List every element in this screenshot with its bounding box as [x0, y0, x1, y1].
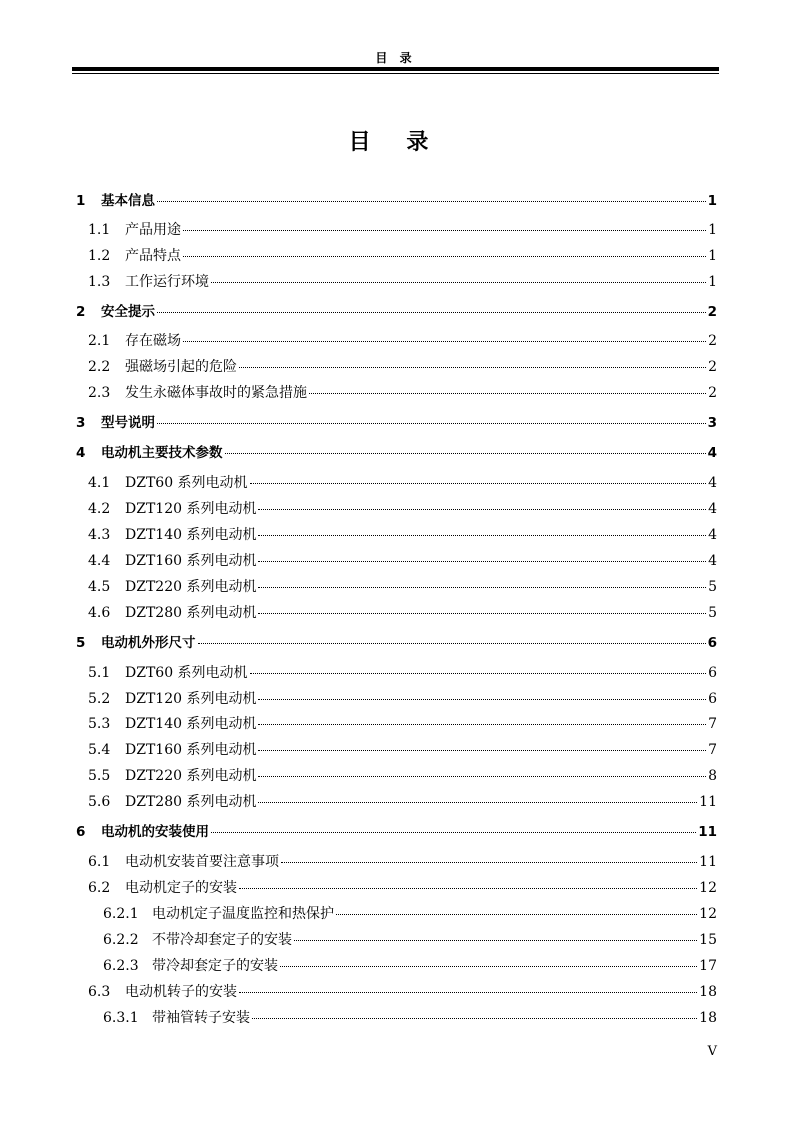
toc-entry-page: 1 [708, 274, 717, 290]
toc-entry-title: DZT60 系列电动机 [125, 665, 248, 681]
toc-entry-number: 4.6 [88, 605, 111, 621]
toc-entry[interactable] [76, 192, 717, 210]
toc-entry-title: 安全提示 [101, 304, 155, 320]
toc-entry-number: 2.3 [88, 385, 111, 401]
toc-dot-leader [250, 483, 707, 484]
toc-entry-page: 1 [708, 222, 717, 238]
toc-entry-title: 电动机安装首要注意事项 [125, 854, 279, 870]
toc-dot-leader [309, 393, 706, 394]
toc-entry-title: DZT60 系列电动机 [125, 475, 248, 491]
toc-entry[interactable] [88, 767, 717, 785]
toc-entry-title: DZT280 系列电动机 [125, 794, 257, 810]
toc-entry-title: 基本信息 [101, 193, 155, 209]
toc-entry[interactable] [88, 384, 717, 402]
toc-entry-number: 2.2 [88, 359, 111, 375]
toc-entry-page: 2 [707, 304, 717, 320]
toc-entry-title: 电动机外形尺寸 [101, 635, 196, 651]
toc-entry[interactable] [88, 853, 717, 871]
toc-entry-page: 7 [708, 716, 717, 732]
toc-dot-leader [258, 802, 697, 803]
toc-entry-number: 3 [76, 415, 86, 431]
toc-entry-title: DZT120 系列电动机 [125, 501, 257, 517]
toc-entry-number: 5.2 [88, 691, 111, 707]
toc-entry-number: 5.3 [88, 716, 111, 732]
toc-entry-number: 5.4 [88, 742, 111, 758]
toc-entry-title: DZT280 系列电动机 [125, 605, 257, 621]
toc-dot-leader [281, 862, 697, 863]
toc-entry[interactable] [88, 690, 717, 708]
toc-entry-page: 4 [708, 501, 717, 517]
toc-entry-page: 1 [708, 248, 717, 264]
toc-dot-leader [211, 282, 706, 283]
toc-entry-number: 4 [76, 445, 86, 461]
toc-entry-title: 强磁场引起的危险 [125, 359, 237, 375]
toc-dot-leader [183, 341, 706, 342]
toc-entry[interactable] [103, 931, 717, 949]
toc-entry-page: 8 [708, 768, 717, 784]
toc-entry-page: 6 [708, 691, 717, 707]
toc-entry-title: 电动机定子温度监控和热保护 [152, 906, 334, 922]
toc-dot-leader [258, 561, 706, 562]
toc-entry-page: 18 [699, 984, 717, 1000]
toc-entry-number: 2 [76, 304, 86, 320]
toc-entry[interactable] [76, 444, 717, 462]
toc-entry-number: 5.6 [88, 794, 111, 810]
toc-dot-leader [258, 587, 706, 588]
toc-entry-title: 不带冷却套定子的安装 [152, 932, 292, 948]
toc-entry-number: 6.1 [88, 854, 111, 870]
toc-entry-page: 5 [708, 579, 717, 595]
toc-entry-title: 型号说明 [101, 415, 155, 431]
toc-entry[interactable] [88, 664, 717, 682]
toc-dot-leader [198, 643, 706, 644]
toc-entry-title: 电动机转子的安装 [125, 984, 237, 1000]
toc-entry[interactable] [103, 957, 717, 975]
toc-entry-page: 4 [708, 475, 717, 491]
toc-entry-page: 11 [699, 854, 717, 870]
toc-dot-leader [258, 535, 706, 536]
toc-dot-leader [336, 914, 697, 915]
toc-entry-title: DZT140 系列电动机 [125, 716, 257, 732]
toc-dot-leader [280, 966, 697, 967]
toc-entry[interactable] [88, 500, 717, 518]
toc-entry-number: 6.3 [88, 984, 111, 1000]
toc-entry-number: 6.2.3 [103, 958, 139, 974]
toc-dot-leader [258, 699, 706, 700]
toc-entry-number: 6.2.2 [103, 932, 139, 948]
toc-entry-number: 1.3 [88, 274, 111, 290]
toc-entry-title: DZT220 系列电动机 [125, 579, 257, 595]
toc-entry-page: 2 [708, 359, 717, 375]
page-title: 目 录 [348, 130, 443, 155]
toc-entry[interactable] [88, 332, 717, 350]
toc-entry-title: 带冷却套定子的安装 [152, 958, 278, 974]
toc-entry-number: 6.3.1 [103, 1010, 139, 1026]
toc-entry-number: 2.1 [88, 333, 111, 349]
toc-dot-leader [258, 750, 706, 751]
toc-entry-page: 7 [708, 742, 717, 758]
toc-entry-number: 6 [76, 824, 86, 840]
toc-entry-number: 4.3 [88, 527, 111, 543]
toc-entry-page: 4 [708, 553, 717, 569]
toc-dot-leader [183, 230, 706, 231]
toc-entry[interactable] [88, 604, 717, 622]
toc-entry-page: 2 [708, 333, 717, 349]
toc-entry-page: 18 [699, 1010, 717, 1026]
toc-entry-page: 17 [699, 958, 717, 974]
toc-entry-number: 1.2 [88, 248, 111, 264]
toc-entry[interactable] [88, 358, 717, 376]
toc-entry-number: 4.4 [88, 553, 111, 569]
toc-entry[interactable] [88, 983, 717, 1001]
toc-dot-leader [239, 367, 706, 368]
toc-dot-leader [183, 256, 706, 257]
toc-entry-number: 5.5 [88, 768, 111, 784]
toc-entry-page: 6 [707, 635, 717, 651]
toc-entry-number: 6.2.1 [103, 906, 139, 922]
toc-entry-page: 5 [708, 605, 717, 621]
toc-entry[interactable] [88, 793, 717, 811]
toc-dot-leader [157, 312, 706, 313]
toc-entry-page: 15 [699, 932, 717, 948]
toc-entry-title: 产品特点 [125, 248, 181, 264]
toc-entry[interactable] [88, 715, 717, 733]
toc-entry-number: 4.1 [88, 475, 111, 491]
toc-entry-number: 6.2 [88, 880, 111, 896]
toc-entry[interactable] [88, 221, 717, 239]
toc-entry-number: 1.1 [88, 222, 111, 238]
toc-entry[interactable] [76, 634, 717, 652]
toc-entry[interactable] [76, 303, 717, 321]
toc-entry[interactable] [88, 552, 717, 570]
toc-entry-title: DZT120 系列电动机 [125, 691, 257, 707]
toc-dot-leader [225, 453, 706, 454]
toc-entry[interactable] [88, 474, 717, 492]
toc-dot-leader [252, 1018, 697, 1019]
toc-entry-number: 1 [76, 193, 86, 209]
toc-entry-title: 带袖管转子安装 [152, 1010, 250, 1026]
toc-entry-page: 4 [708, 527, 717, 543]
toc-dot-leader [239, 888, 697, 889]
toc-entry-title: DZT140 系列电动机 [125, 527, 257, 543]
toc-entry-page: 12 [699, 880, 717, 896]
page-header: 目 录 [375, 51, 416, 65]
toc-entry-number: 5.1 [88, 665, 111, 681]
toc-dot-leader [157, 201, 706, 202]
toc-dot-leader [294, 940, 697, 941]
toc-entry-title: 产品用途 [125, 222, 181, 238]
toc-entry-page: 2 [708, 385, 717, 401]
toc-entry-page: 1 [707, 193, 717, 209]
toc-dot-leader [157, 423, 706, 424]
toc-entry-title: 存在磁场 [125, 333, 181, 349]
toc-entry-title: 发生永磁体事故时的紧急措施 [125, 385, 307, 401]
toc-dot-leader [258, 724, 706, 725]
toc-entry-title: 电动机定子的安装 [125, 880, 237, 896]
toc-dot-leader [258, 776, 706, 777]
toc-entry[interactable] [88, 273, 717, 291]
toc-entry-page: 6 [708, 665, 717, 681]
toc-dot-leader [250, 673, 707, 674]
toc-entry-title: DZT160 系列电动机 [125, 742, 257, 758]
toc-entry[interactable] [88, 247, 717, 265]
toc-entry[interactable] [76, 823, 717, 841]
toc-entry[interactable] [103, 905, 717, 923]
toc-entry-page: 11 [698, 824, 717, 840]
toc-entry[interactable] [88, 879, 717, 897]
toc-dot-leader [258, 509, 706, 510]
toc-entry[interactable] [88, 741, 717, 759]
toc-entry-title: 电动机主要技术参数 [101, 445, 223, 461]
toc-entry[interactable] [76, 414, 717, 432]
toc-entry-title: DZT220 系列电动机 [125, 768, 257, 784]
toc-entry-page: 12 [699, 906, 717, 922]
toc-dot-leader [258, 613, 706, 614]
toc-entry-page: 3 [707, 415, 717, 431]
toc-entry-number: 4.5 [88, 579, 111, 595]
toc-entry[interactable] [88, 578, 717, 596]
toc-entry-title: 工作运行环境 [125, 274, 209, 290]
toc-dot-leader [239, 992, 697, 993]
toc-entry[interactable] [88, 526, 717, 544]
toc-entry-number: 4.2 [88, 501, 111, 517]
toc-entry[interactable] [103, 1009, 717, 1027]
toc-entry-page: 4 [707, 445, 717, 461]
toc-dot-leader [211, 832, 696, 833]
page-number: V [707, 1044, 717, 1059]
toc-entry-number: 5 [76, 635, 86, 651]
toc-entry-title: 电动机的安装使用 [101, 824, 209, 840]
toc-entry-title: DZT160 系列电动机 [125, 553, 257, 569]
toc-entry-page: 11 [699, 794, 717, 810]
